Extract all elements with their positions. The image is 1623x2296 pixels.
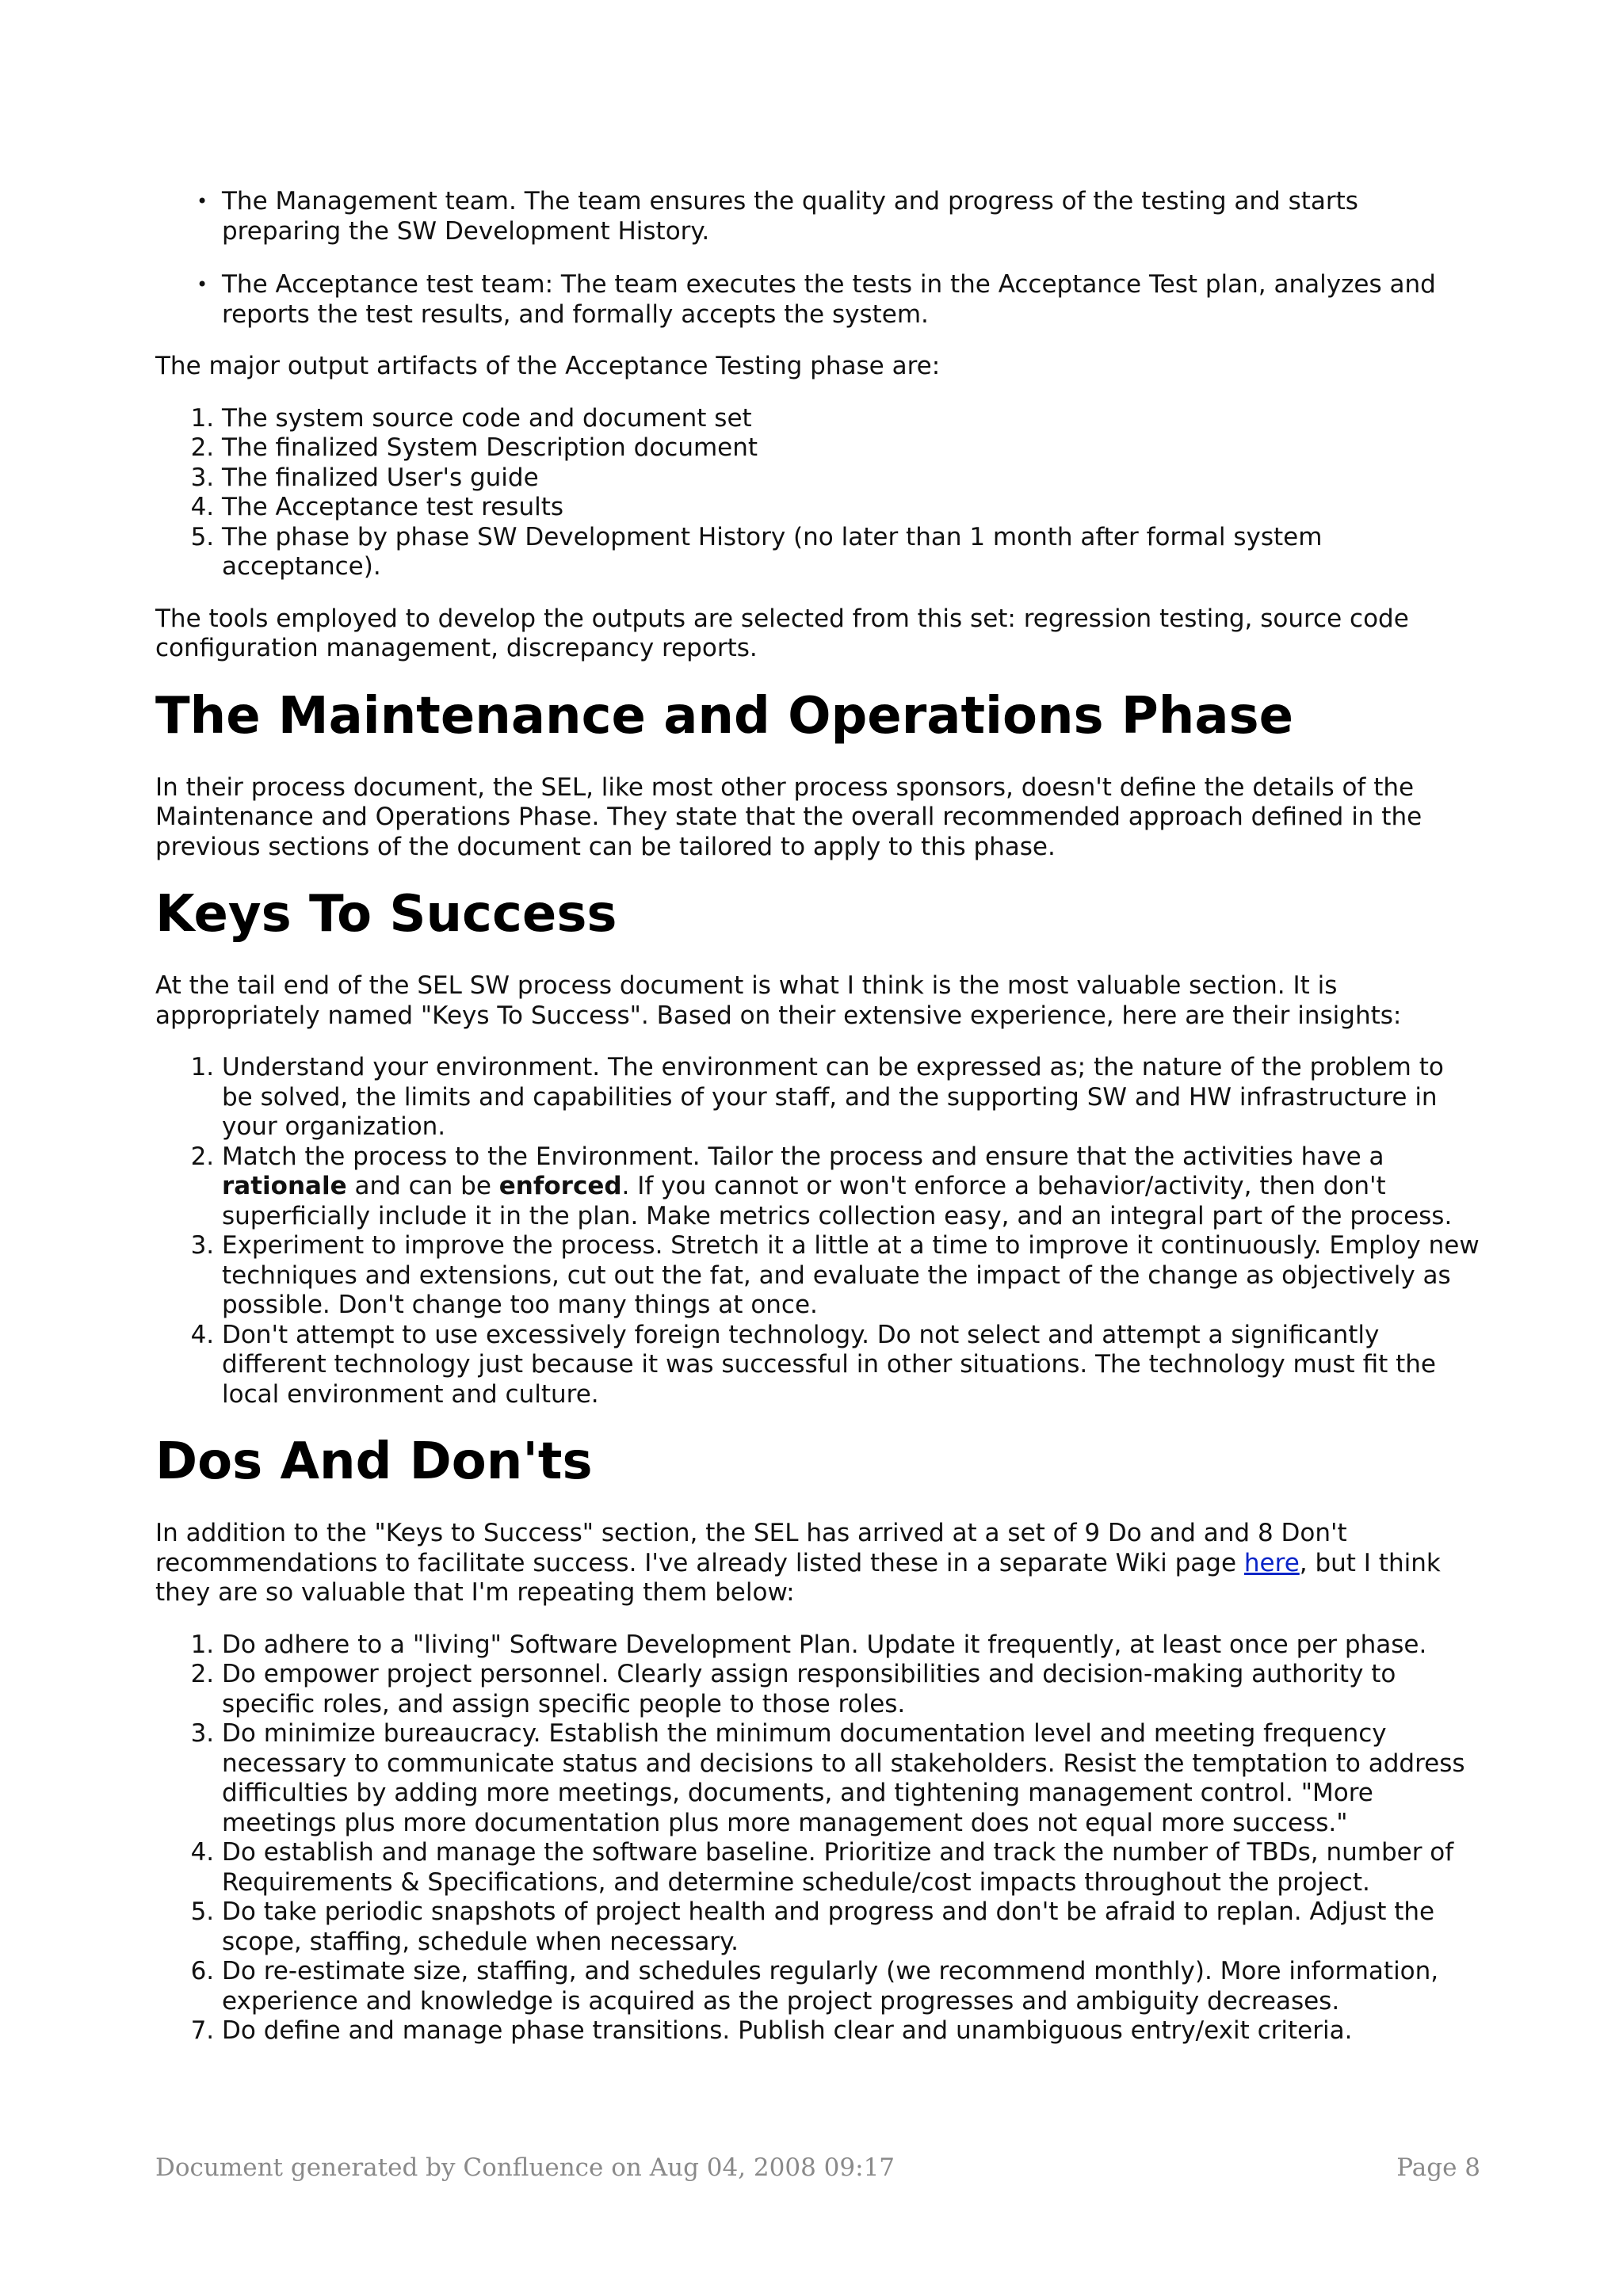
dos-intro: In addition to the "Keys to Success" section, the SEL has arrived at a set of 9 Do and and 8 Don't recommendations to facilitate success. I've already listed these in a separate Wiki page here, but I think they are so valuable that I'm repeating them below: [155,1519,1441,1607]
list-item: 1. The system source code and document set [222,404,1480,434]
dos-list [155,1630,1480,2046]
dos-heading: Dos And Don'ts [155,1432,593,1491]
keys-heading: Keys To Success [155,885,617,944]
list-item: 2. Match the process to the Environment. Tailor the process and ensure that the activities have a rationale and can be enforced. If you cannot or won't enforce a behavior/activity, then don't superficially include it in the plan. Make metrics collection easy, and an integral part of the process. [222,1142,1480,1232]
list-item: 6. Do re-estimate size, staffing, and schedules regularly (we recommend monthly). More information, experience and knowledge is acquired as the project progresses and ambiguity decreases. [222,1957,1480,2016]
list-item: 4. Do establish and manage the software baseline. Prioritize and track the number of TBDs, number of Requirements & Specifications, and determine schedule/cost impacts throughout the project. [222,1838,1480,1897]
bold-rationale: rationale [222,1172,347,1200]
list-item: 7. Do define and manage phase transitions. Publish clear and unambiguous entry/exit criteria. [222,2016,1480,2046]
page-number: Page 8 [1396,2153,1480,2182]
maintenance-paragraph: In their process document, the SEL, like most other process sponsors, doesn't define the details of the Maintenance and Operations Phase. They state that the overall recommended approach defined in the previous sections of the document can be tailored to apply to this phase. [155,772,1423,861]
list-item: 2. Do empower project personnel. Clearly assign responsibilities and decision-making authority to specific roles, and assign specific people to those roles. [222,1660,1480,1719]
list-item: 1. Do adhere to a "living" Software Development Plan. Update it frequently, at least once per phase. [222,1630,1480,1661]
maintenance-heading: The Maintenance and Operations Phase [155,686,1294,746]
list-item: 3. Experiment to improve the process. Stretch it a little at a time to improve it continuously. Employ new techniques and extensions, cut out the fat, and evaluate the impact of the change as objectively as possible. Don't change too many things at once. [222,1231,1480,1321]
footer-generated-text: Document generated by Confluence on Aug 04, 2008 09:17 [155,2153,896,2182]
keys-list [155,1053,1480,1409]
keys-intro: At the tail end of the SEL SW process document is what I think is the most valuable section. It is appropriately named "Keys To Success". Based on their extensive experience, here are their insights: [155,971,1402,1030]
tools-paragraph: The tools employed to develop the outputs are selected from this set: regression testing, source code configuration management, discrepancy reports. [155,604,1409,662]
list-item: 1. Understand your environment. The environment can be expressed as; the nature of the problem to be solved, the limits and capabilities of your staff, and the supporting SW and HW infrastructure in your organization. [222,1053,1480,1142]
outputs-list [155,404,1480,582]
list-item: 4. Don't attempt to use excessively foreign technology. Do not select and attempt a significantly different technology just because it was successful in other situations. The technology must fit the local environment and culture. [222,1321,1480,1410]
bold-enforced: enforced [498,1172,622,1200]
document-body [155,187,1480,2069]
team-bullet-list [155,187,1480,330]
list-item: 3. Do minimize bureaucracy. Establish the minimum documentation level and meeting frequency necessary to communicate status and decisions to all stakeholders. Resist the temptation to address difficulties by adding more meetings, documents, and tightening management control. "More meetings plus more documentation plus more management does not equal more success." [222,1719,1480,1838]
list-item: 5. The phase by phase SW Development History (no later than 1 month after formal system acceptance). [222,523,1480,582]
outputs-intro: The major output artifacts of the Acceptance Testing phase are: [155,352,941,380]
list-item: • The Acceptance test team: The team executes the tests in the Acceptance Test plan, analyzes and reports the test results, and formally accepts the system. [197,270,1436,329]
list-item: 5. Do take periodic snapshots of project health and progress and don't be afraid to replan. Adjust the scope, staffing, schedule when necessary. [222,1897,1480,1957]
list-item: • The Management team. The team ensures the quality and progress of the testing and starts preparing the SW Development History. [197,187,1358,246]
list-item: 4. The Acceptance test results [222,493,1480,523]
page-footer [155,2153,1480,2182]
here-link[interactable]: here [1243,1548,1300,1577]
list-item: 3. The finalized User's guide [222,463,1480,494]
list-item: 2. The finalized System Description document [222,433,1480,463]
bullet-icon: • [197,273,208,296]
bullet-icon: • [197,190,208,212]
